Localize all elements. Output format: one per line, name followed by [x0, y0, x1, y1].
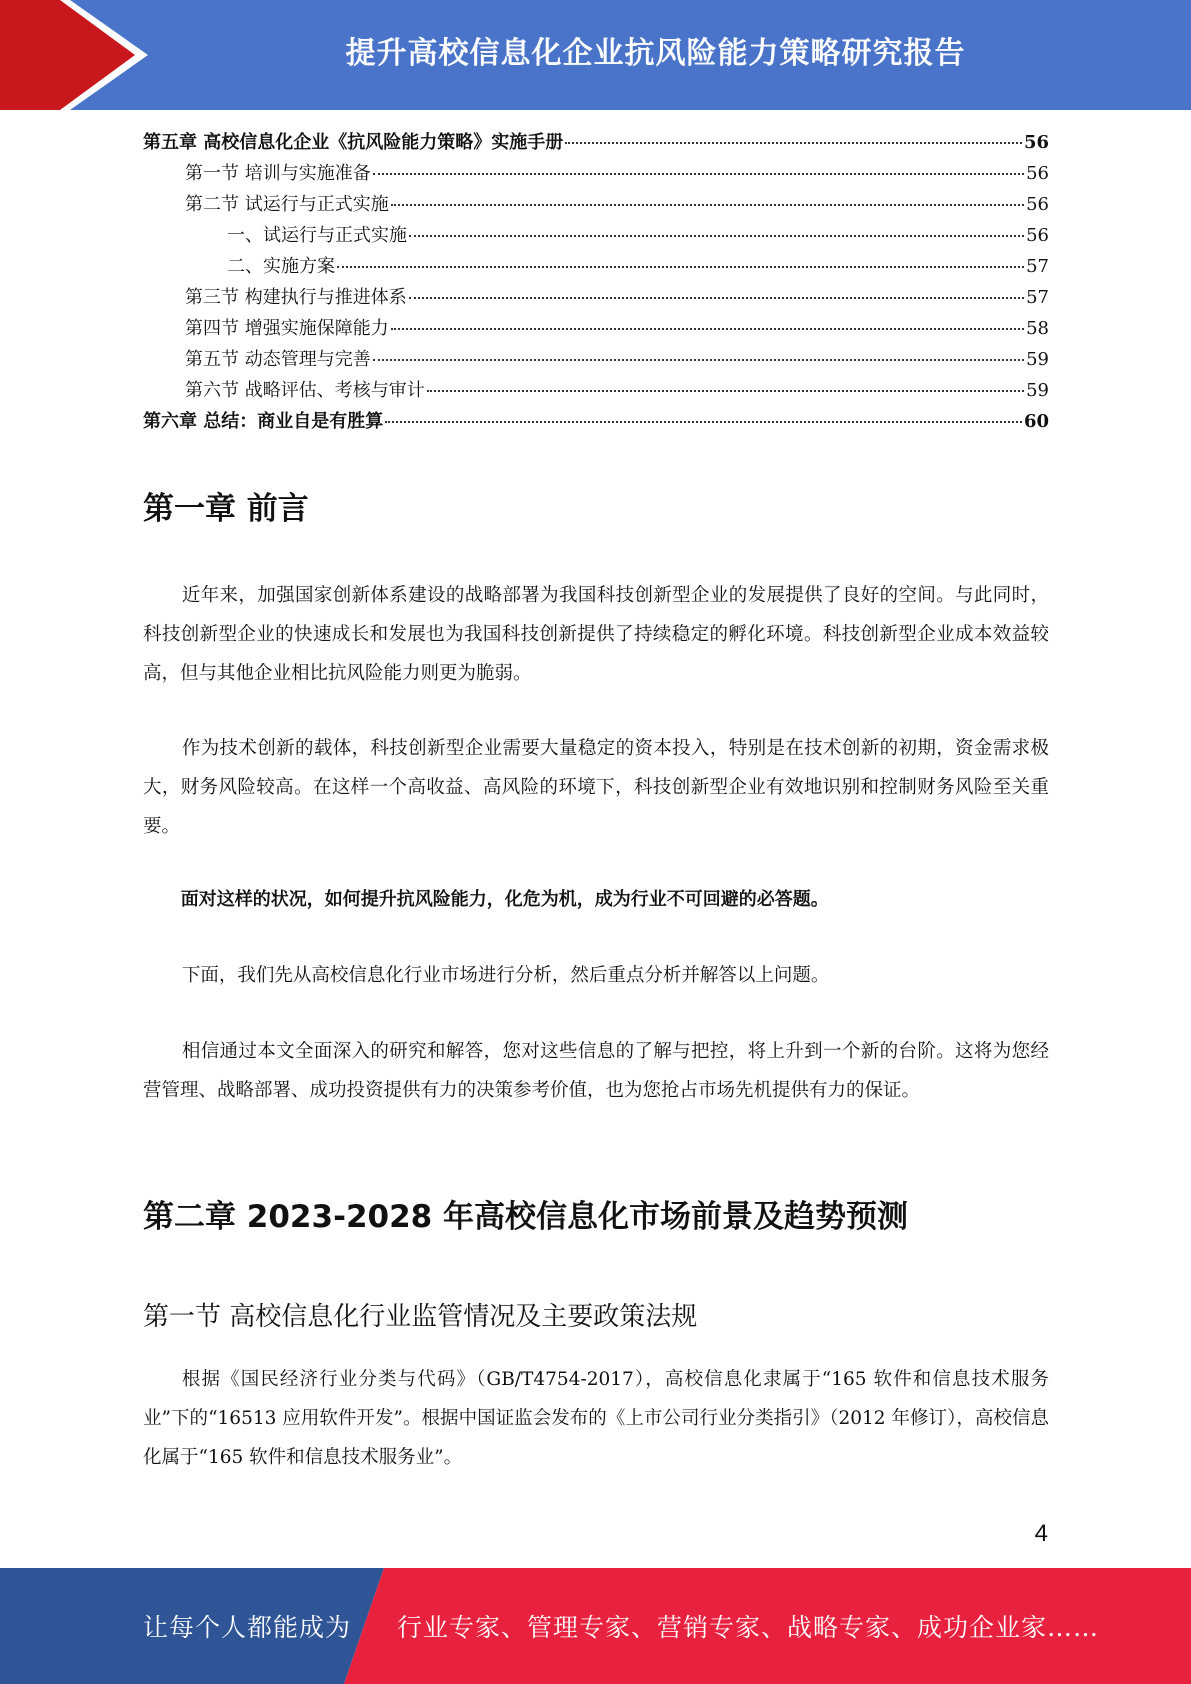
chapter-1-paragraph-3	[143, 880, 1049, 919]
paragraph: 作为技术创新的载体，科技创新型企业需要大量稳定的资本投入，特别是在技术创新的初期，资金需求极大，财务风险较高。在这样一个高收益、高风险的环境下，科技创新型企业有效地识别和控制财务风险至关重要。	[143, 738, 1049, 837]
toc-dot-leader	[391, 327, 1024, 330]
toc-dot-leader	[409, 296, 1024, 299]
chapter-1-heading: 第一章 前言	[143, 491, 309, 527]
toc-entry[interactable]	[143, 190, 1049, 221]
header-arrow-decoration	[0, 0, 150, 110]
toc-entry-page: 56	[1026, 225, 1049, 246]
footer-slogan-left: 让每个人都能成为	[143, 1613, 352, 1642]
toc-entry-page: 58	[1026, 318, 1049, 339]
chapter-1-paragraph-2	[143, 729, 1049, 846]
toc-dot-leader	[427, 389, 1024, 392]
toc-entry[interactable]	[143, 376, 1049, 407]
toc-entry-title: 第六章 总结：商业自是有胜算	[143, 411, 384, 432]
toc-entry[interactable]	[143, 345, 1049, 376]
toc-entry[interactable]	[143, 128, 1049, 159]
toc-entry-page: 59	[1026, 349, 1049, 370]
paragraph: 下面，我们先从高校信息化行业市场进行分析，然后重点分析并解答以上问题。	[181, 965, 830, 986]
chapter-2-paragraph-1	[143, 1360, 1049, 1477]
toc-entry[interactable]	[143, 252, 1049, 283]
paragraph: 近年来，加强国家创新体系建设的战略部署为我国科技创新型企业的发展提供了良好的空间。与此同时，科技创新型企业的快速成长和发展也为我国科技创新提供了持续稳定的孵化环境。科技创新型企业成本效益较高，但与其他企业相比抗风险能力则更为脆弱。	[143, 585, 1049, 684]
toc-entry[interactable]	[143, 283, 1049, 314]
toc-entry-page: 60	[1023, 411, 1049, 432]
toc-entry[interactable]	[143, 221, 1049, 252]
chapter-1-paragraph-1	[143, 576, 1049, 693]
toc-entry-page: 57	[1026, 287, 1049, 308]
toc-dot-leader	[373, 358, 1024, 361]
toc-entry-title: 第四节 增强实施保障能力	[185, 318, 389, 339]
toc-entry-page: 57	[1026, 256, 1049, 277]
chapter-2-heading-block	[143, 1191, 1049, 1236]
toc-entry-title: 第三节 构建执行与推进体系	[185, 287, 407, 308]
paragraph: 根据《国民经济行业分类与代码》（GB/T4754-2017），高校信息化隶属于“165 软件和信息技术服务业”下的“16513 应用软件开发”。根据中国证监会发布的《上市公司行业分类指引》（2012 年修订），高校信息化属于“165 软件和信息技术服务业”。	[143, 1369, 1049, 1468]
toc-dot-leader	[385, 420, 1022, 423]
toc-entry-title: 第五章 高校信息化企业《抗风险能力策略》实施手册	[143, 132, 564, 153]
page-number: 4	[1034, 1520, 1048, 1547]
section-heading: 第一节 高校信息化行业监管情况及主要政策法规	[143, 1302, 698, 1332]
toc-entry-title: 一、试运行与正式实施	[227, 225, 407, 246]
toc-entry-title: 第六节 战略评估、考核与审计	[185, 380, 425, 401]
table-of-contents	[143, 128, 1049, 438]
toc-entry[interactable]	[143, 407, 1049, 438]
page-header	[0, 0, 1191, 110]
toc-entry-page: 59	[1026, 380, 1049, 401]
toc-dot-leader	[337, 265, 1024, 268]
report-title: 提升高校信息化企业抗风险能力策略研究报告	[345, 36, 966, 71]
toc-dot-leader	[409, 234, 1024, 237]
chapter-2-heading: 第二章 2023-2028 年高校信息化市场前景及趋势预测	[143, 1199, 909, 1235]
toc-entry[interactable]	[143, 314, 1049, 345]
page-footer	[0, 1568, 1191, 1684]
toc-entry-page: 56	[1026, 163, 1049, 184]
toc-entry[interactable]	[143, 159, 1049, 190]
toc-entry-page: 56	[1023, 132, 1049, 153]
toc-dot-leader	[565, 141, 1022, 144]
chapter-1-paragraph-4	[143, 956, 1049, 995]
toc-entry-title: 二、实施方案	[227, 256, 335, 277]
toc-entry-page: 56	[1026, 194, 1049, 215]
footer-slogan-right: 行业专家、管理专家、营销专家、战略专家、成功企业家……	[397, 1613, 1100, 1642]
toc-dot-leader	[391, 203, 1024, 206]
emphasis-paragraph: 面对这样的状况，如何提升抗风险能力，化危为机，成为行业不可回避的必答题。	[180, 889, 829, 910]
chapter-1-heading-block	[143, 483, 1049, 528]
toc-entry-title: 第二节 试运行与正式实施	[185, 194, 389, 215]
toc-entry-title: 第五节 动态管理与完善	[185, 349, 371, 370]
toc-entry-title: 第一节 培训与实施准备	[185, 163, 371, 184]
chapter-2-section-1-heading-block	[143, 1296, 1049, 1333]
paragraph: 相信通过本文全面深入的研究和解答，您对这些信息的了解与把控，将上升到一个新的台阶。这将为您经营管理、战略部署、成功投资提供有力的决策参考价值，也为您抢占市场先机提供有力的保证。	[143, 1041, 1049, 1101]
toc-dot-leader	[373, 172, 1024, 175]
chapter-1-paragraph-5	[143, 1032, 1049, 1110]
